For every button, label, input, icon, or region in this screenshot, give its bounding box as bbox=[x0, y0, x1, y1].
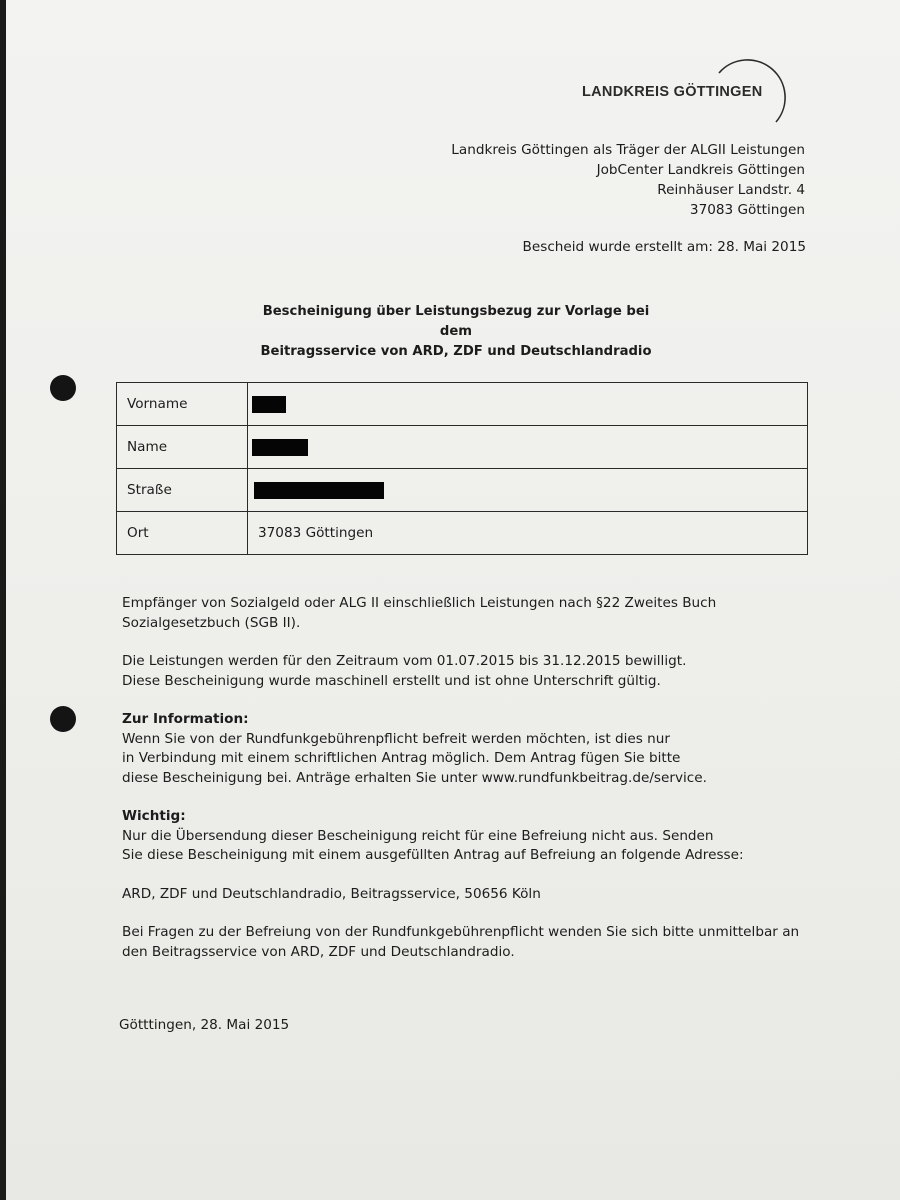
row-label: Name bbox=[117, 426, 248, 469]
redaction-bar bbox=[252, 439, 308, 456]
text-line: Bei Fragen zu der Befreiung von der Rundfunkgebührenpflicht wenden Sie sich bitte unmittelbar an bbox=[122, 924, 800, 940]
creation-date: Bescheid wurde erstellt am: 28. Mai 2015 bbox=[522, 239, 806, 255]
row-value bbox=[248, 469, 808, 512]
document-page bbox=[6, 0, 900, 1200]
row-value bbox=[248, 383, 808, 426]
important-paragraph bbox=[122, 807, 822, 866]
text-line: in Verbindung mit einem schriftlichen Antrag möglich. Dem Antrag fügen Sie bitte bbox=[122, 750, 681, 766]
sender-line: JobCenter Landkreis Göttingen bbox=[596, 162, 805, 178]
title-line: Beitragsservice von ARD, ZDF und Deutschlandradio bbox=[260, 344, 652, 359]
sender-line: Reinhäuser Landstr. 4 bbox=[657, 182, 805, 198]
section-heading: Zur Information: bbox=[122, 711, 249, 727]
text-line: diese Bescheinigung bei. Anträge erhalten Sie unter www.rundfunkbeitrag.de/service. bbox=[122, 769, 707, 786]
table-row bbox=[117, 512, 808, 555]
punch-hole bbox=[50, 375, 76, 401]
section-heading: Wichtig: bbox=[122, 808, 186, 824]
sender-line: 37083 Göttingen bbox=[689, 202, 805, 218]
text-line: Empfänger von Sozialgeld oder ALG II einschließlich Leistungen nach §22 Zweites Buch bbox=[122, 595, 717, 611]
period-paragraph bbox=[122, 652, 822, 691]
text-line: Sozialgesetzbuch (SGB II). bbox=[122, 614, 301, 631]
text-line: den Beitragsservice von ARD, ZDF und Deutschlandradio. bbox=[122, 943, 515, 960]
landkreis-logo bbox=[576, 48, 816, 128]
row-label: Vorname bbox=[117, 383, 248, 426]
logo-text: LANDKREIS GÖTTINGEN bbox=[582, 84, 763, 100]
text-line: Die Leistungen werden für den Zeitraum vom 01.07.2015 bis 31.12.2015 bewilligt. bbox=[122, 653, 687, 669]
text-line: Diese Bescheinigung wurde maschinell erstellt und ist ohne Unterschrift gültig. bbox=[122, 672, 661, 689]
body-text bbox=[122, 594, 822, 981]
punch-hole bbox=[50, 706, 76, 732]
sender-line: Landkreis Göttingen als Träger der ALGII Leistungen bbox=[451, 142, 805, 158]
redaction-bar bbox=[254, 482, 384, 499]
questions-paragraph bbox=[122, 923, 822, 962]
row-value bbox=[248, 426, 808, 469]
recipient-table bbox=[116, 382, 808, 555]
table-row bbox=[117, 426, 808, 469]
information-paragraph bbox=[122, 710, 822, 788]
text-line: Wenn Sie von der Rundfunkgebührenpflicht befreit werden möchten, ist dies nur bbox=[122, 730, 670, 747]
address-paragraph bbox=[122, 885, 822, 905]
place-date: Götttingen, 28. Mai 2015 bbox=[119, 1017, 290, 1033]
table-row bbox=[117, 469, 808, 512]
document-title bbox=[246, 302, 666, 362]
title-line: Bescheinigung über Leistungsbezug zur Vorlage bei dem bbox=[262, 304, 650, 339]
sender-address bbox=[451, 140, 805, 220]
row-label: Straße bbox=[117, 469, 248, 512]
redaction-bar bbox=[252, 396, 286, 413]
text-line: ARD, ZDF und Deutschlandradio, Beitragsservice, 50656 Köln bbox=[122, 885, 541, 902]
recipient-paragraph bbox=[122, 594, 822, 633]
text-line: Nur die Übersendung dieser Bescheinigung reicht für eine Befreiung nicht aus. Senden bbox=[122, 827, 714, 844]
text-line: Sie diese Bescheinigung mit einem ausgefüllten Antrag auf Befreiung an folgende Adresse: bbox=[122, 847, 744, 863]
row-label: Ort bbox=[117, 512, 248, 555]
table-row bbox=[117, 383, 808, 426]
row-value: 37083 Göttingen bbox=[248, 512, 808, 555]
